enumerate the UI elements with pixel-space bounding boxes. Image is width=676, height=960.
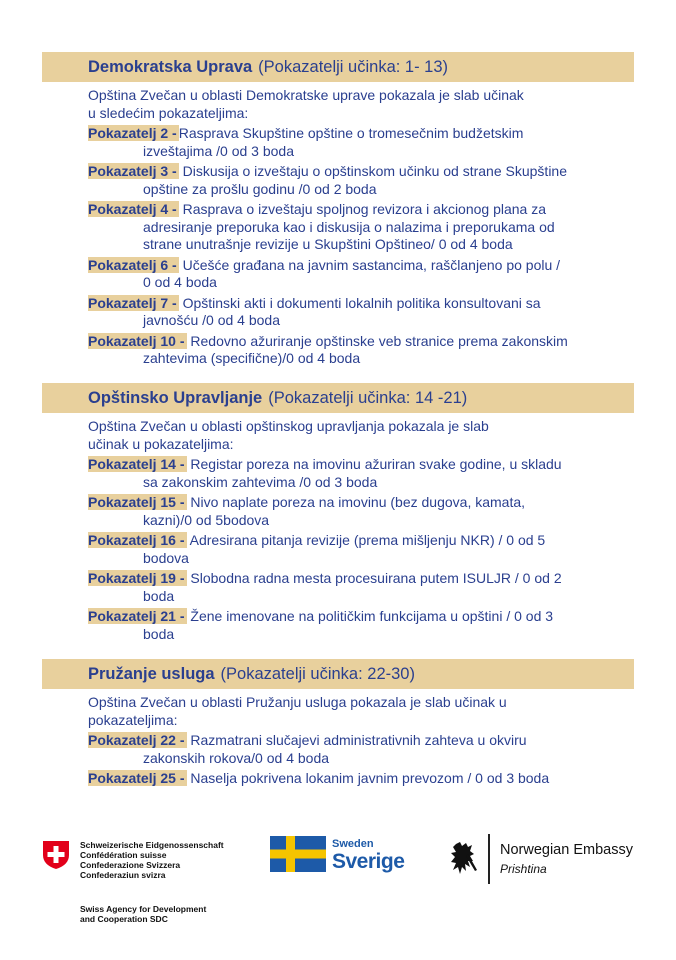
intro-line: učinak u pokazateljima: (88, 435, 234, 452)
intro-line: Opština Zvečan u oblasti opštinskog upravljanja pokazala je slab (88, 418, 489, 434)
section-intro (88, 694, 624, 729)
section-subtitle: (Pokazatelji učinka: 1- 13) (258, 57, 449, 76)
indicator-item (88, 456, 624, 491)
agency-line: and Cooperation SDC (80, 914, 168, 924)
indicator-text: 0 od 4 boda (143, 274, 217, 290)
section-header (42, 383, 634, 413)
indicator-item (88, 608, 624, 643)
section-title: Opštinsko Upravljanje (88, 388, 263, 407)
section-intro (88, 87, 624, 122)
norwegian-lion-icon (448, 840, 480, 878)
section-header (42, 52, 634, 82)
indicator-text: Razmatrani slučajevi administrativnih zahteva u okviru (190, 732, 527, 748)
indicator-text: Rasprava Skupštine opštine o tromesečnim budžetskim (178, 125, 524, 141)
indicator-text: Učešće građana na javnim sastancima, raščlanjeno po polu / (182, 256, 561, 273)
indicator-label: Pokazatelj 19 - (88, 570, 185, 586)
section-subtitle: (Pokazatelji učinka: 14 -21) (268, 388, 468, 407)
indicator-label: Pokazatelj 15 - (88, 494, 185, 510)
swiss-agency (80, 904, 280, 924)
indicator-text: Adresirana pitanja revizije (prema mišljenju NKR) / 0 od 5 (189, 532, 546, 548)
indicator-text: Diskusija o izveštaju o opštinskom učinku od strane Skupštine (182, 163, 568, 179)
indicator-text: Naselja pokrivena lokanim javnim prevozom / 0 od 3 boda (190, 770, 550, 786)
section-demokratska-uprava (42, 52, 634, 368)
indicator-label: Pokazatelj 10 - (88, 332, 185, 349)
swiss-lines (80, 840, 280, 880)
indicator-label: Pokazatelj 14 - (88, 456, 185, 472)
indicator-label: Pokazatelj 21 - (88, 608, 185, 624)
indicator-text: strane unutrašnje revizije u Skupštini Opštineo/ 0 od 4 boda (143, 236, 513, 252)
agency-line: Swiss Agency for Development (80, 904, 207, 914)
swiss-line: Confederazione Svizzera (80, 860, 181, 870)
indicator-text: Redovno ažuriranje opštinske veb stranice prema zakonskim (190, 332, 568, 349)
indicator-text: Opštinski akti i dokumenti lokalnih politika konsultovani sa (182, 294, 541, 311)
section-pruzanje-usluga (42, 659, 634, 788)
swiss-line: Schweizerische Eidgenossenschaft (80, 840, 224, 850)
indicator-label: Pokazatelj 16 - (88, 532, 185, 548)
swiss-line: Confederaziun svizra (80, 870, 166, 880)
indicator-text: Registar poreza na imovinu ažuriran svake godine, u skladu (190, 456, 562, 472)
intro-line: Opština Zvečan u oblasti Pružanju usluga pokazala je slab učinak u (88, 694, 507, 710)
indicator-text: javnošću /0 od 4 boda (143, 312, 280, 328)
indicator-text: boda (143, 587, 175, 604)
swiss-cross-icon (40, 838, 72, 870)
indicator-item (88, 201, 624, 254)
divider (488, 834, 490, 884)
indicator-label: Pokazatelj 7 - (88, 294, 177, 311)
indicator-text: bodova (143, 549, 189, 566)
indicator-label: Pokazatelj 4 - (88, 201, 177, 217)
indicator-text: adresiranje preporuka kao i diskusija o nalazima i preporukama od (143, 218, 555, 235)
indicator-label: Pokazatelj 3 - (88, 163, 177, 179)
indicator-item (88, 257, 624, 292)
indicator-text: boda (143, 625, 175, 642)
section-opstinsko-upravljanje (42, 383, 634, 643)
section-title: Demokratska Uprava (88, 57, 253, 76)
indicator-text: Žene imenovane na političkim funkcijama u opštini / 0 od 3 (190, 608, 554, 624)
indicator-label: Pokazatelj 22 - (88, 732, 185, 748)
indicator-item (88, 163, 624, 198)
sponsor-logos (0, 826, 676, 936)
intro-line: pokazateljima: (88, 711, 178, 728)
section-header (42, 659, 634, 689)
indicator-text: zakonskih rokova/0 od 4 boda (143, 749, 330, 766)
indicator-item (88, 494, 624, 529)
indicator-text: opštine za prošlu godinu /0 od 2 boda (143, 180, 377, 197)
indicator-text: Rasprava o izveštaju spoljnog revizora i akcionog plana za (182, 201, 547, 217)
indicator-text: zahtevima (specifične)/0 od 4 boda (143, 350, 361, 366)
embassy-name: Norwegian Embassy (500, 842, 633, 858)
indicator-label: Pokazatelj 25 - (88, 770, 185, 786)
intro-line: Opština Zvečan u oblasti Demokratske uprave pokazala je slab učinak (88, 87, 524, 103)
indicator-text: Slobodna radna mesta procesuirana putem ISULJR / 0 od 2 (190, 570, 562, 586)
section-title: Pružanje usluga (88, 664, 215, 683)
indicator-item (88, 295, 624, 330)
indicator-item (88, 732, 624, 767)
section-intro (88, 418, 624, 453)
indicator-text: izveštajima /0 od 3 boda (143, 142, 294, 159)
sverige-label: Sverige (332, 850, 405, 873)
indicator-item (88, 532, 624, 567)
indicator-label: Pokazatelj 2 - (88, 125, 177, 141)
sweden-label: Sweden (332, 838, 374, 850)
indicator-item (88, 333, 624, 368)
section-subtitle: (Pokazatelji učinka: 22-30) (220, 664, 415, 683)
indicator-label: Pokazatelj 6 - (88, 256, 177, 273)
swiss-line: Confédération suisse (80, 850, 167, 860)
intro-line: u sledećim pokazateljima: (88, 104, 249, 121)
swedish-flag-icon (270, 836, 326, 872)
indicator-item (88, 570, 624, 605)
indicator-item (88, 770, 624, 788)
indicator-text: kazni)/0 od 5bodova (143, 511, 270, 528)
embassy-city: Prishtina (500, 862, 547, 876)
indicator-text: sa zakonskim zahtevima /0 od 3 boda (143, 473, 378, 490)
indicator-item (88, 125, 624, 160)
indicator-text: Nivo naplate poreza na imovinu (bez dugova, kamata, (190, 494, 526, 510)
